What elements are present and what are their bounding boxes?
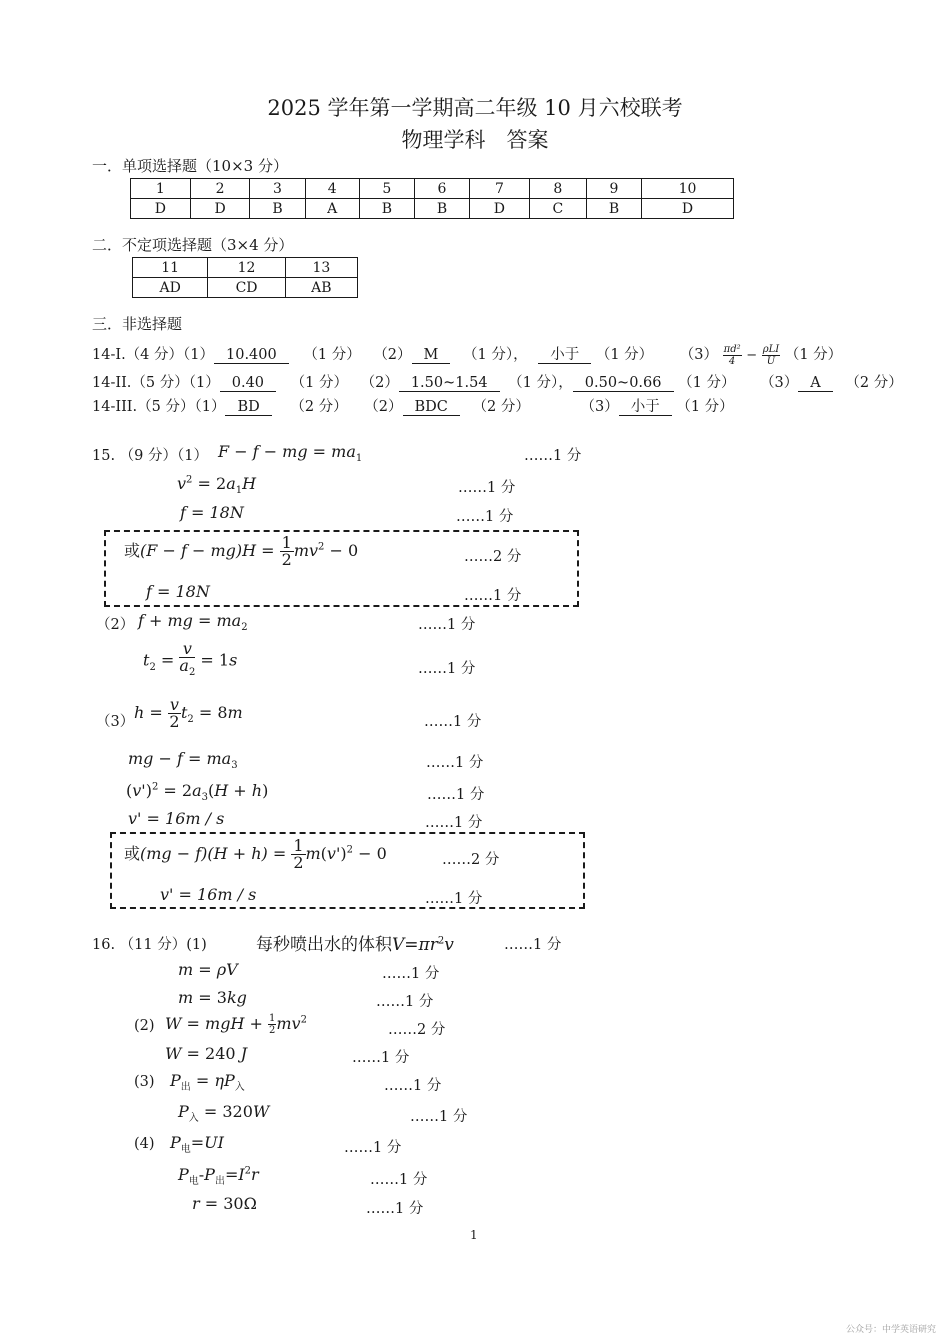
table-cell: 10 [642,179,734,199]
table-cell: 6 [414,179,469,199]
subscript: 出 [180,1082,191,1094]
part-label: （2） [96,617,135,633]
table-cell: D [131,199,191,219]
equation: mg − $f = ma_3$ [128,749,238,772]
equation: f + mg = $ma_2$ [138,611,248,634]
q14-2-label: 14-II.（5 分）（1） [92,375,220,391]
table-cell: 13 [285,258,357,278]
part-label: （2） [373,347,412,363]
page-number: 1 [470,1228,478,1242]
table-cell: 3 [250,179,305,199]
equation: f = 18N [180,503,244,522]
q14-3-label: 14-III.（5 分）（1） [92,399,226,415]
section2-number-row [133,258,358,278]
part-label: （3） [580,399,619,415]
part-label: （3） [760,375,799,391]
table-cell: B [250,199,305,219]
score: ……1 分 [426,755,484,771]
table-cell: D [190,199,250,219]
score: ……1 分 [427,787,485,803]
score: （1 分） [290,375,348,391]
score: ……1 分 [458,480,516,496]
section1-answer-row [131,199,734,219]
score: ……1 分 [366,1201,424,1217]
page-title: 2025 学年第一学期高二年级 10 月六校联考 [267,96,683,120]
part-label: (3) [134,1074,155,1090]
equation: h = $\frac{v}{2}$ $t_2 = 8m$ [134,695,243,731]
formula-pi-d2-over-4: $\frac{\text{πd²}}{4}$ [723,343,741,367]
equation: $P_出 = \eta P_入$ [170,1071,245,1094]
score: ……2 分 [464,549,522,565]
score: ……1 分 [344,1140,402,1156]
equation: $P_电=UI$ [170,1133,224,1156]
equation: v' = 16m / s [160,885,257,904]
score: （1 分）， [508,375,573,391]
score: ……2 分 [388,1022,446,1038]
table-cell: 11 [133,258,208,278]
q14-1-answer2: M [412,348,451,364]
part-label: (4) [134,1136,155,1152]
score: ……1 分 [410,1109,468,1125]
equation: 每秒喷出水的体积$V=\pi r^2v$ [256,935,454,955]
score: ……1 分 [352,1050,410,1066]
volume-text: 每秒喷出水的体积 [256,935,392,955]
table-cell: C [529,199,586,219]
q14-3-answer1: BD [225,400,271,416]
table-cell: 12 [208,258,285,278]
table-cell: 1 [131,179,191,199]
score: ……1 分 [524,448,582,464]
score: ……1 分 [418,661,476,677]
table-cell: D [642,199,734,219]
equation: $t_2$ = $\frac{v}{a_2}$ = 1s [143,641,237,681]
table-cell: 8 [529,179,586,199]
table-cell: B [586,199,641,219]
subscript: 电 [180,1144,191,1156]
score: （1 分） [678,375,736,391]
part-label: （3） [96,714,135,730]
score: ……1 分 [424,714,482,730]
q14-3-answer3: 小于 [619,400,672,416]
table-cell: 5 [359,179,414,199]
q14-1-label: 14-I.（4 分）（1） [92,347,214,363]
equation: 或(F − f − mg)H = $\frac{1}{2}$ $mv^2 - 0$ [124,533,359,569]
q16-label: 16. （11 分）(1) [92,937,207,953]
section1-number-row [131,179,734,199]
q14-1-line: 14-I.（4 分）（1） 10.400 （1 分） （2） M （1 分）， 小于 （1 分） （3） $\frac{\text{πd²}}{4}$ − ρLI U （1 分） [92,343,843,367]
equation: 或(mg − f)(H + h) = $\frac{1}{2}$ $m(v')^2 - 0$ [124,836,387,872]
table-cell: 4 [305,179,359,199]
score: ……1 分 [382,966,440,982]
section2-heading: 二．不定项选择题（3×4 分） [92,236,294,254]
equation: $P_入 = 320W$ [178,1102,270,1125]
score: ……1 分 [384,1078,442,1094]
table-cell: 9 [586,179,641,199]
equation: W = mgH + $\frac{1}{2}$ $mv^2$ [165,1013,307,1036]
score: （2 分） [472,399,530,415]
q14-2-answer4: A [798,376,832,392]
subscript: 入 [188,1113,199,1125]
fraction-v-over-2: $\frac{v}{2}$ [169,695,180,731]
table-cell: AB [285,278,357,298]
equation: v' = 16m / s [128,809,225,828]
section3-heading: 三．非选择题 [92,315,183,333]
score: （2 分） [290,399,348,415]
q14-2-answer2: 1.50~1.54 [399,376,500,392]
part-label: (2) [134,1018,155,1034]
part-label: （2） [364,399,403,415]
section1-table [130,178,734,219]
table-cell: CD [208,278,285,298]
table-cell: B [414,199,469,219]
table-cell: D [470,199,530,219]
score: ……1 分 [425,891,483,907]
equation: f = 18N [146,582,210,601]
q14-2-answer1: 0.40 [220,376,276,392]
watermark: 公众号：中学英语研究 [846,1325,937,1335]
section2-answer-row [133,278,358,298]
fraction-half: $\frac{1}{2}$ [281,533,292,569]
q14-3-line [92,395,734,416]
q14-1-answer1: 10.400 [214,348,289,364]
formula-rho-l-i-over-u: ρLI U [762,343,780,367]
score: （2 分） [845,375,903,391]
score: ……1 分 [464,588,522,604]
score: （1 分） [784,347,843,363]
equation: m = 3kg [178,988,247,1007]
or-label: 或 [124,541,141,560]
score: ……1 分 [456,509,514,525]
table-cell: B [359,199,414,219]
part-label: （3） [679,347,719,363]
page-subtitle: 物理学科 答案 [401,128,549,152]
section1-heading: 一．单项选择题（10×3 分） [92,157,288,175]
fraction-half: $\frac{1}{2}$ [293,836,304,872]
equation: r = 30Ω [192,1194,257,1213]
score: ……1 分 [425,815,483,831]
score: ……1 分 [370,1172,428,1188]
score: （1 分） [676,399,734,415]
q14-1-answer3: 小于 [538,348,591,364]
q14-2-answer3: 0.50~0.66 [573,376,674,392]
equation: W = 240 J [165,1044,248,1063]
equation: $v^2 = 2a_1H$ [177,474,257,497]
section2-table [132,257,358,298]
score: ……1 分 [376,994,434,1010]
score: ……2 分 [442,852,500,868]
score: （1 分） [595,347,654,363]
q14-3-answer2: BDC [403,400,460,416]
subscript: 出 [214,1176,225,1188]
score: （1 分）， [463,347,528,363]
score: ……1 分 [418,617,476,633]
table-cell: 2 [190,179,250,199]
or-label: 或 [124,844,141,863]
fraction-half: $\frac{1}{2}$ [268,1013,276,1036]
q15-label: 15. （9 分）（1） [92,448,208,464]
q14-2-line [92,371,903,392]
equation: $(v')^2 = 2a_3(H + h)$ [126,781,269,804]
score: ……1 分 [504,937,562,953]
table-cell: A [305,199,359,219]
score: （1 分） [303,347,361,363]
table-cell: AD [133,278,208,298]
equation: $P_电-P_出=I^2r$ [178,1165,259,1188]
subscript: 电 [188,1176,199,1188]
fraction-v-over-a2: $\frac{v}{a_2}$ [179,639,196,679]
equation: m = ρV [178,960,238,979]
equation: F − f − mg = $ma_1$ [218,442,363,465]
subscript: 入 [234,1082,245,1094]
part-label: （2） [360,375,399,391]
table-cell: 7 [470,179,530,199]
